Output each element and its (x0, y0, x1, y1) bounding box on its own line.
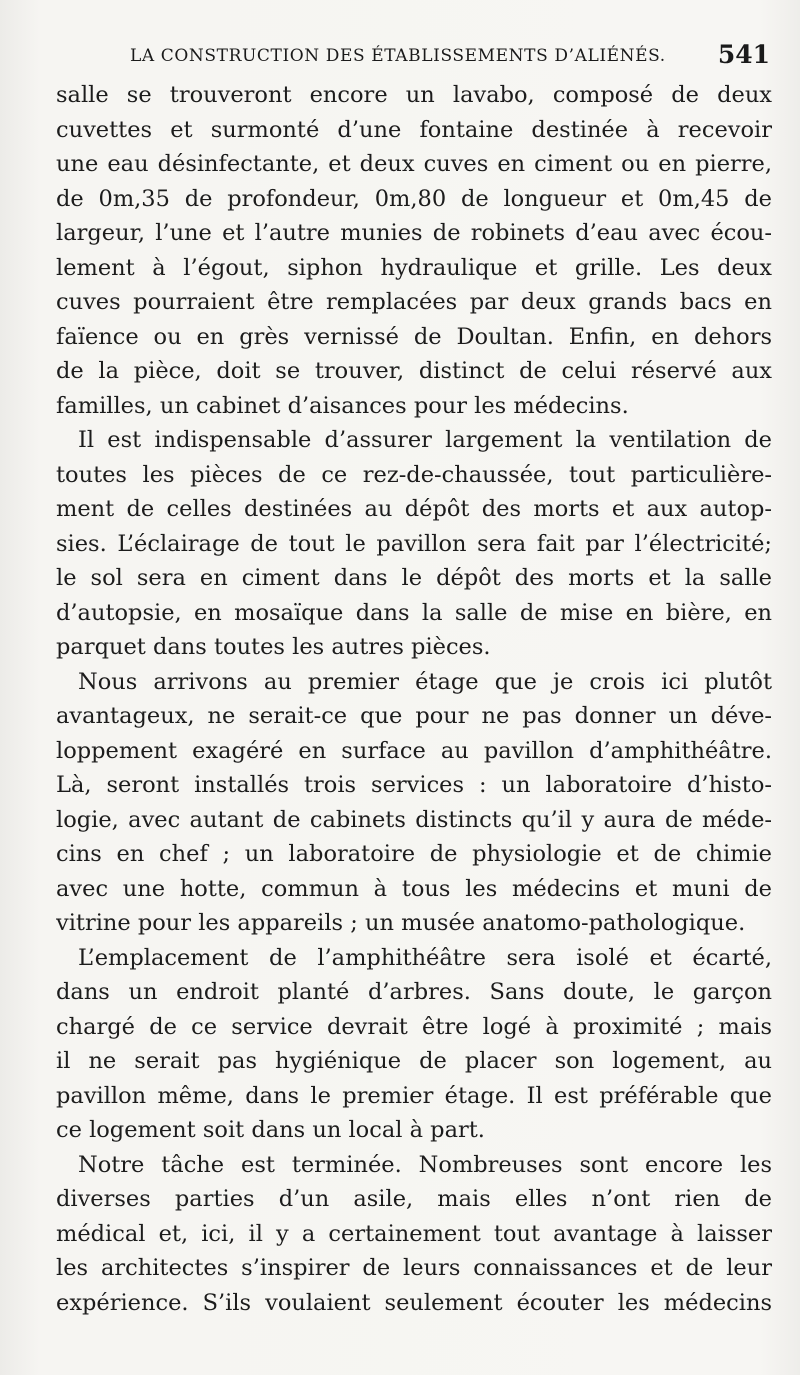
text-line: diverses parties d’un asile, mais elles n’ont rien de (56, 1186, 772, 1212)
text-line: pavillon même, dans le premier étage. Il est préférable que (56, 1082, 772, 1109)
text-line: parquet dans toutes les autres pièces. (56, 634, 491, 660)
page-header (130, 40, 770, 74)
text-line: Il est indispensable d’assurer largement la ventilation de (78, 427, 772, 453)
text-line: cins en chef ; un laboratoire de physiologie et de chimie (56, 841, 772, 867)
text-line: ment de celles destinées au dépôt des morts et aux autop- (56, 496, 772, 522)
text-line: sies. L’éclairage de tout le pavillon sera fait par l’électricité; (56, 530, 772, 557)
text-line: faïence ou en grès vernissé de Doultan. Enfin, en dehors (56, 323, 772, 350)
page-number: 541 (717, 40, 770, 69)
running-title: LA CONSTRUCTION DES ÉTABLISSEMENTS D’ALIÉNÉS. (130, 46, 666, 66)
text-line: d’autopsie, en mosaïque dans la salle de mise en bière, en (56, 599, 772, 626)
text-line: le sol sera en ciment dans le dépôt des morts et la salle (56, 565, 772, 591)
text-line: toutes les pièces de ce rez-de-chaussée, tout particulière- (56, 461, 772, 488)
text-line: loppement exagéré en surface au pavillon d’amphithéâtre. (56, 737, 772, 764)
text-line: de la pièce, doit se trouver, distinct de celui réservé aux (56, 358, 772, 384)
text-line: familles, un cabinet d’aisances pour les médecins. (56, 392, 629, 419)
text-line: lement à l’égout, siphon hydraulique et grille. Les deux (56, 254, 772, 281)
text-line: de 0m,35 de profondeur, 0m,80 de longueur et 0m,45 de (56, 185, 772, 212)
text-line: médical et, ici, il y a certainement tout avantage à laisser (56, 1220, 772, 1247)
text-line: ce logement soit dans un local à part. (56, 1117, 485, 1143)
text-line: une eau désinfectante, et deux cuves en ciment ou en pierre, (56, 151, 772, 177)
text-line: expérience. S’ils voulaient seulement écouter les médecins (56, 1289, 772, 1316)
text-line: Là, seront installés trois services : un laboratoire d’histo- (56, 772, 772, 798)
text-line: avantageux, ne serait-ce que pour ne pas donner un déve- (56, 703, 772, 729)
text-line: avec une hotte, commun à tous les médecins et muni de (56, 875, 772, 902)
text-line: vitrine pour les appareils ; un musée anatomo-pathologique. (56, 910, 746, 936)
text-line: cuves pourraient être remplacées par deux grands bacs en (56, 289, 772, 315)
text-line: logie, avec autant de cabinets distincts qu’il y aura de méde- (56, 806, 772, 833)
text-line: cuvettes et surmonté d’une fontaine destinée à recevoir (56, 116, 772, 143)
text-line: L’emplacement de l’amphithéâtre sera isolé et écarté, (78, 944, 772, 971)
body-text (56, 78, 772, 1320)
text-line: largeur, l’une et l’autre munies de robinets d’eau avec écou- (56, 220, 772, 246)
text-line: il ne serait pas hygiénique de placer son logement, au (56, 1048, 772, 1074)
text-line: dans un endroit planté d’arbres. Sans doute, le garçon (56, 979, 772, 1005)
text-line: salle se trouveront encore un lavabo, composé de deux (56, 82, 772, 108)
text-line: chargé de ce service devrait être logé à proximité ; mais (56, 1013, 772, 1040)
text-line: les architectes s’inspirer de leurs connaissances et de leur (56, 1255, 772, 1281)
text-line: Nous arrivons au premier étage que je crois ici plutôt (78, 668, 772, 695)
text-line: Notre tâche est terminée. Nombreuses sont encore les (78, 1151, 772, 1178)
